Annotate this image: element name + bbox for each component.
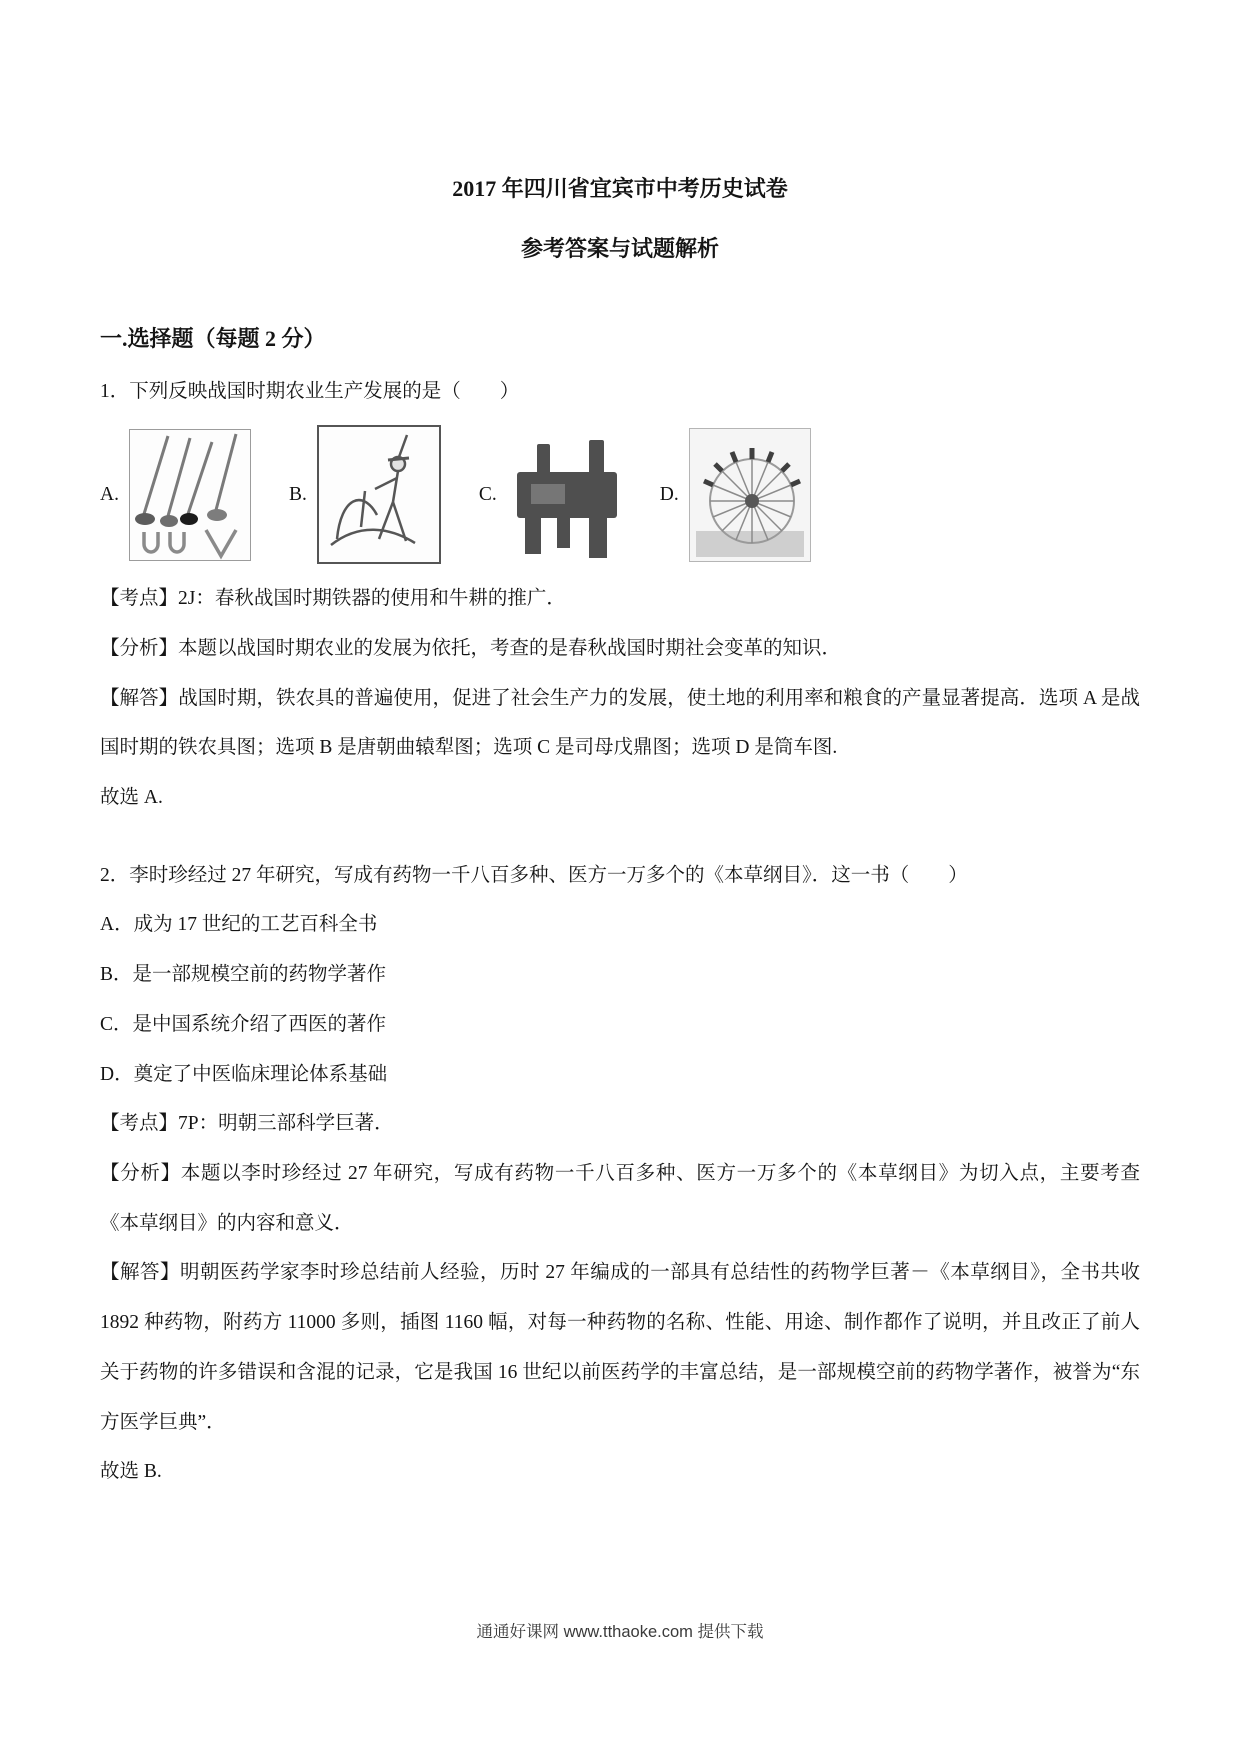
question-2-option-a: A．成为 17 世纪的工艺百科全书 bbox=[100, 914, 378, 936]
question-1-stem-text: 下列反映战国时期农业生产发展的是（ ） bbox=[129, 381, 520, 403]
question-1-fenxi: 【分析】本题以战国时期农业的发展为依托，考查的是春秋战国时期社会变革的知识． bbox=[100, 637, 842, 659]
simuwu-ding-image bbox=[507, 430, 622, 560]
question-1-image-options bbox=[100, 425, 1140, 564]
question-1-jieda: 【解答】战国时期，铁农具的普遍使用，促进了社会生产力的发展，使土地的利用率和粮食的产量显著提高．选项 A 是战国时期的铁农具图；选项 B 是唐朝曲辕犁图；选项 C 是司母戊鼎图；选项 D 是筒车图. bbox=[100, 687, 1140, 759]
question-2-option-b: B．是一部规模空前的药物学著作 bbox=[100, 964, 387, 986]
question-1-stem bbox=[100, 367, 1140, 417]
question-1-kaodian: 【考点】2J：春秋战国时期铁器的使用和牛耕的推广． bbox=[100, 588, 566, 610]
question-2-fenxi: 【分析】本题以李时珍经过 27 年研究，写成有药物一千八百多种、医方一万多个的《本草纲目》为切入点，主要考查《本草纲目》的内容和意义． bbox=[100, 1163, 1140, 1234]
question-1-answer: 故选 A. bbox=[100, 786, 163, 808]
section-heading: 一.选择题（每题 2 分） bbox=[100, 325, 326, 351]
document-subtitle: 参考答案与试题解析 bbox=[520, 236, 719, 262]
question-2-answer: 故选 B. bbox=[100, 1461, 162, 1483]
option-d bbox=[660, 428, 811, 562]
question-2-stem-text: 李时珍经过 27 年研究，写成有药物一千八百多种、医方一万多个的《本草纲目》．这一书（ ） bbox=[129, 864, 968, 886]
option-b-label: B. bbox=[288, 483, 307, 505]
question-2-stem bbox=[100, 851, 1140, 901]
question-2-number: 2． bbox=[100, 864, 130, 886]
option-a-label: A. bbox=[100, 483, 119, 505]
question-2-option-d: D．奠定了中医临床理论体系基础 bbox=[100, 1063, 388, 1085]
quyuan-plow-image bbox=[317, 425, 441, 564]
iron-farm-tools-image bbox=[129, 429, 251, 561]
question-2 bbox=[100, 851, 1140, 1497]
option-c-label: C. bbox=[478, 483, 497, 505]
document-title: 2017 年四川省宜宾市中考历史试卷 bbox=[452, 176, 788, 201]
question-1 bbox=[100, 367, 1140, 822]
question-2-kaodian: 【考点】7P：明朝三部科学巨著． bbox=[100, 1113, 394, 1135]
option-a bbox=[100, 429, 251, 561]
option-d-label: D. bbox=[659, 483, 679, 505]
question-2-option-c: C．是中国系统介绍了西医的著作 bbox=[100, 1013, 387, 1035]
option-b bbox=[289, 425, 441, 564]
question-1-number: 1． bbox=[100, 381, 130, 403]
question-2-jieda: 【解答】明朝医药学家李时珍总结前人经验，历时 27 年编成的一部具有总结性的药物学巨著－《本草纲目》，全书共收 1892 种药物，附药方 11000 多则，插图 1160 幅，对每一种药物的名称、性能、用途、制作都作了说明，并且改正了前人关于药物的许多错误和含混的记录，它是我国 16 世纪以前医药学的丰富总结，是一部规模空前的药物学著作，被誉为“东方医学巨典”． bbox=[100, 1262, 1140, 1433]
page-footer: 通通好课网 www.tthaoke.com 提供下载 bbox=[476, 1623, 764, 1641]
water-wheel-image bbox=[689, 428, 811, 562]
option-c bbox=[479, 430, 622, 560]
